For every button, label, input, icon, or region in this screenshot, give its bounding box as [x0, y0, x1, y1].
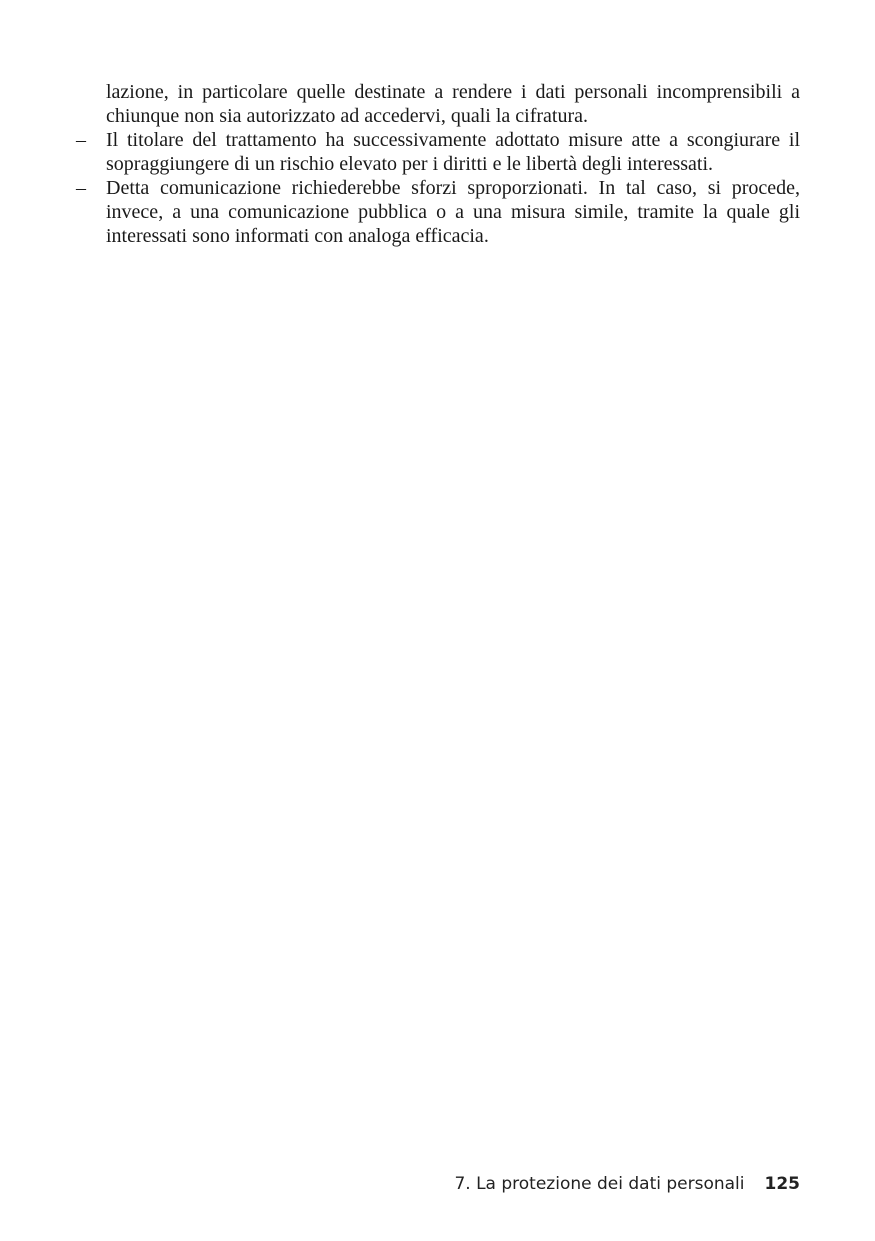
running-footer-title: 7. La protezione dei dati personali: [454, 1174, 745, 1194]
list-item-text: Detta comunicazione richiederebbe sforzi sproporzionati. In tal caso, si procede, invece, a una comunicazione pubblica o a una misura simile, tramite la quale gli interessati sono informati con analoga efficacia.: [106, 177, 800, 247]
dash-marker: –: [76, 177, 86, 199]
body-text: [76, 80, 800, 248]
list-item: [76, 128, 800, 176]
page-footer: [454, 1172, 800, 1196]
continuation-paragraph: [76, 80, 800, 128]
list-item: [76, 176, 800, 248]
continuation-text: lazione, in particolare quelle destinate a rendere i dati personali incomprensibili a chiunque non sia autorizzato ad accedervi, quali la cifratura.: [106, 81, 800, 127]
list-item-text: Il titolare del trattamento ha successivamente adottato misure atte a scongiurare il sopraggiungere di un rischio elevato per i diritti e le libertà degli interessati.: [106, 129, 800, 175]
page-number: 125: [764, 1174, 800, 1194]
dash-marker: –: [76, 129, 86, 151]
